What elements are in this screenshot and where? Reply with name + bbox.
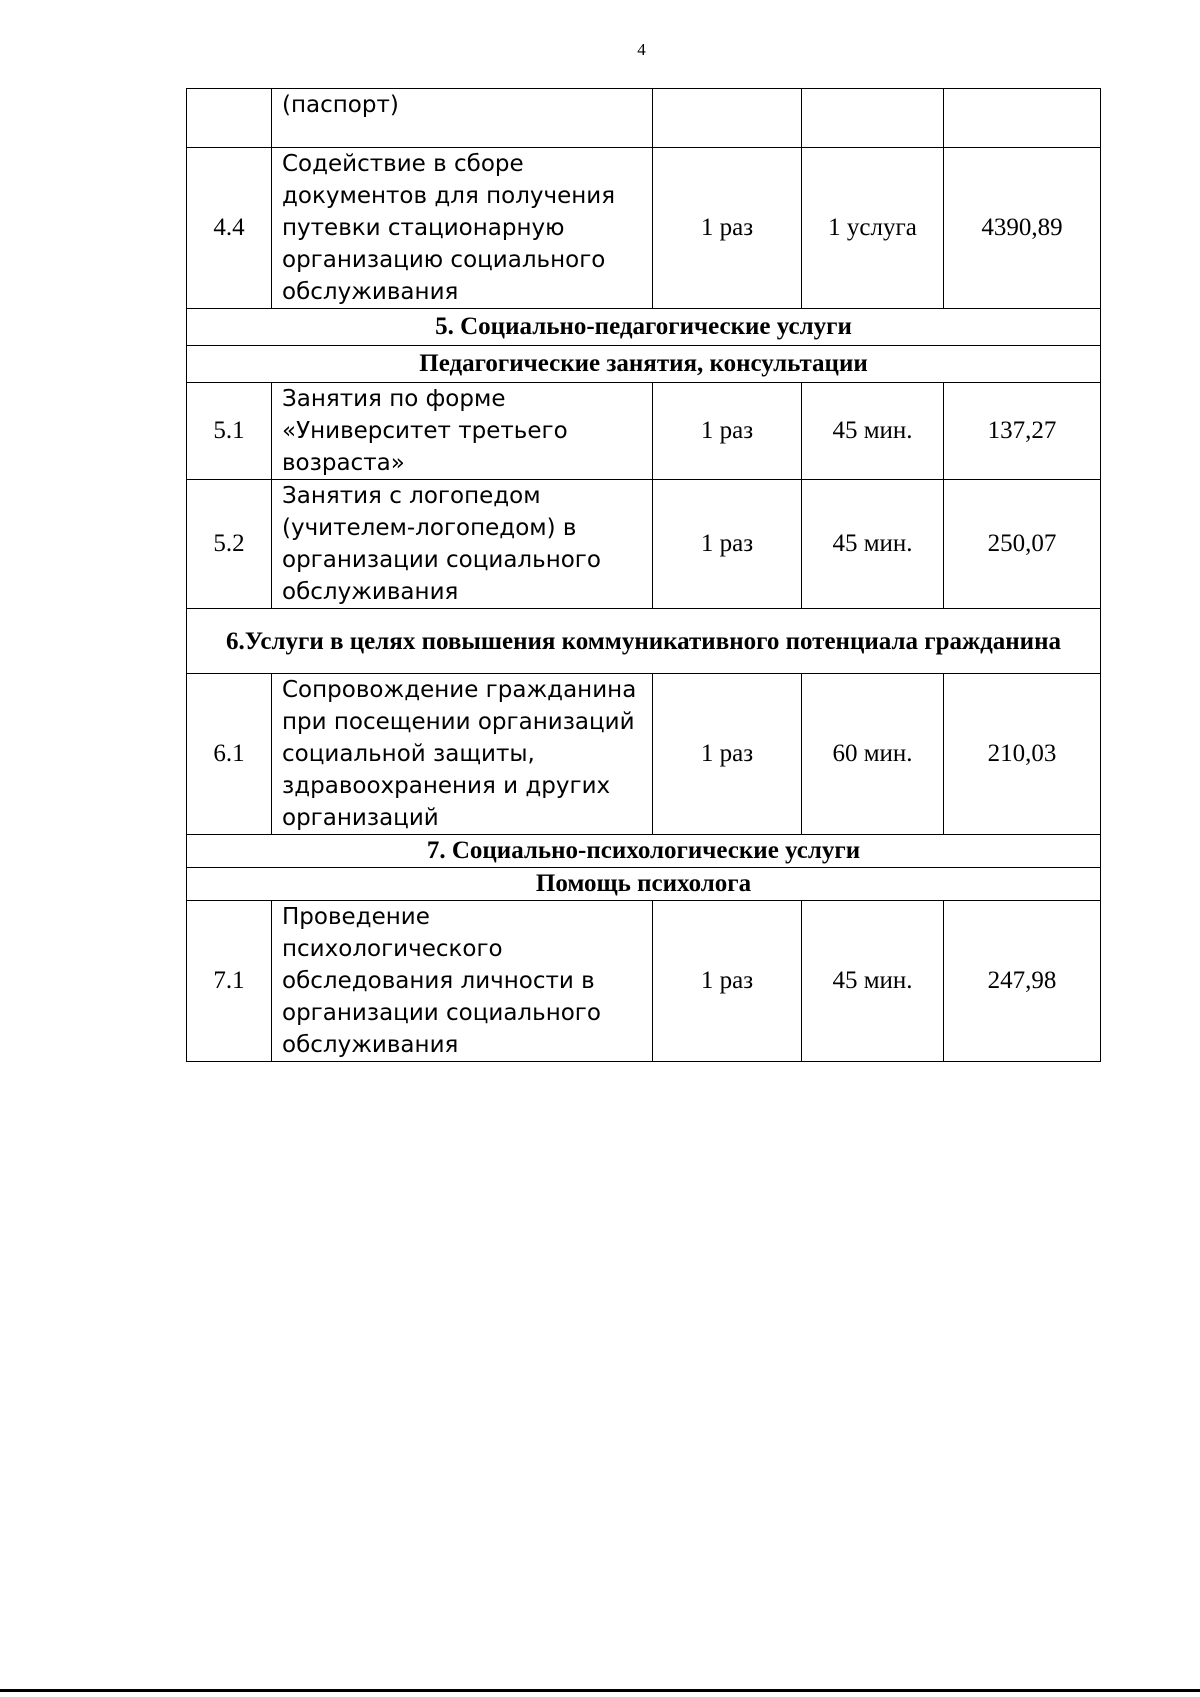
- service-name-cell: Содействие в сборе документов для получения путевки стационарную организацию социального обслуживания: [272, 148, 653, 309]
- row-number-cell: 6.1: [187, 674, 272, 835]
- table-row: [187, 383, 1101, 480]
- price-cell: 4390,89: [944, 148, 1101, 309]
- row-number-cell: 7.1: [187, 901, 272, 1062]
- table-row: [187, 89, 1101, 148]
- price-cell: 137,27: [944, 383, 1101, 480]
- section-heading-row: [187, 835, 1101, 868]
- price-cell: 210,03: [944, 674, 1101, 835]
- service-name-cell: Занятия по форме «Университет третьего возраста»: [272, 383, 653, 480]
- table-row: [187, 148, 1101, 309]
- section-heading: 7. Социально-психологические услуги: [187, 835, 1101, 868]
- service-name-cell: (паспорт): [272, 89, 653, 148]
- section-heading-row: [187, 609, 1101, 674]
- subsection-heading: Помощь психолога: [187, 868, 1101, 901]
- unit-cell: 45 мин.: [802, 901, 944, 1062]
- services-table: [186, 88, 1101, 1062]
- table-row: [187, 674, 1101, 835]
- frequency-cell: 1 раз: [653, 383, 802, 480]
- frequency-cell: [653, 89, 802, 148]
- unit-cell: [802, 89, 944, 148]
- unit-cell: 1 услуга: [802, 148, 944, 309]
- subsection-heading: Педагогические занятия, консультации: [187, 346, 1101, 383]
- service-name-cell: Сопровождение гражданина при посещении организаций социальной защиты, здравоохранения и других организаций: [272, 674, 653, 835]
- row-number-cell: 5.2: [187, 480, 272, 609]
- unit-cell: 45 мин.: [802, 383, 944, 480]
- row-number-cell: 4.4: [187, 148, 272, 309]
- frequency-cell: 1 раз: [653, 480, 802, 609]
- price-cell: 247,98: [944, 901, 1101, 1062]
- page-number: 4: [637, 40, 646, 59]
- unit-cell: 45 мин.: [802, 480, 944, 609]
- section-heading: 6.Услуги в целях повышения коммуникативного потенциала гражданина: [187, 609, 1101, 674]
- bottom-rule: [0, 1689, 1200, 1692]
- service-name-cell: Проведение психологического обследования личности в организации социального обслуживания: [272, 901, 653, 1062]
- price-cell: [944, 89, 1101, 148]
- price-cell: 250,07: [944, 480, 1101, 609]
- subsection-heading-row: [187, 346, 1101, 383]
- frequency-cell: 1 раз: [653, 674, 802, 835]
- row-number-cell: [187, 89, 272, 148]
- section-heading-row: [187, 309, 1101, 346]
- section-heading: 5. Социально-педагогические услуги: [187, 309, 1101, 346]
- table-row: [187, 901, 1101, 1062]
- frequency-cell: 1 раз: [653, 148, 802, 309]
- row-number-cell: 5.1: [187, 383, 272, 480]
- table-row: [187, 480, 1101, 609]
- subsection-heading-row: [187, 868, 1101, 901]
- service-name-cell: Занятия с логопедом (учителем-логопедом) в организации социального обслуживания: [272, 480, 653, 609]
- frequency-cell: 1 раз: [653, 901, 802, 1062]
- unit-cell: 60 мин.: [802, 674, 944, 835]
